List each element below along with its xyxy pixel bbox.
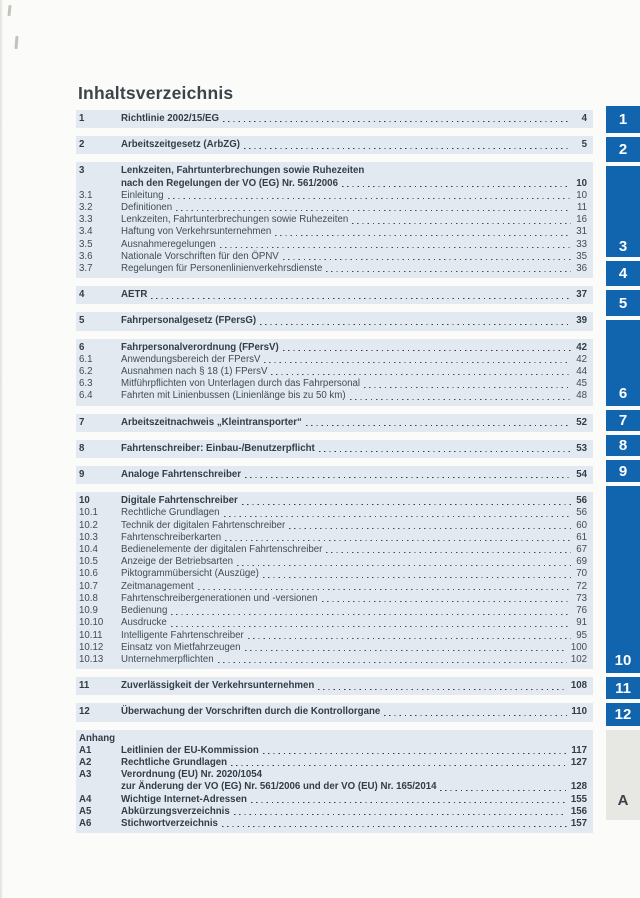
toc-row-number: 7 <box>79 416 85 428</box>
toc-row-page: 56 <box>576 495 587 507</box>
toc-row-title: Leitlinien der EU-Kommission <box>121 744 259 756</box>
toc-row-number: Anhang <box>79 732 116 744</box>
toc-row-page: 76 <box>576 605 587 617</box>
toc-row-title: Digitale Fahrtenschreiber <box>121 495 238 507</box>
toc-row-page: 102 <box>570 653 587 665</box>
toc-row-number: 10.11 <box>79 629 103 641</box>
dot-leader <box>168 190 571 202</box>
toc-row-title: Zuverlässigkeit der Verkehrsunternehmen <box>121 680 315 692</box>
dot-leader <box>322 593 571 605</box>
toc-section <box>76 414 593 432</box>
toc-row-number: 3.5 <box>79 238 93 250</box>
chapter-tab-label: 5 <box>618 294 628 312</box>
toc-row-number: A5 <box>79 805 92 817</box>
dot-leader <box>242 495 571 507</box>
toc-row <box>79 806 587 818</box>
toc-row-number: 10.8 <box>79 592 98 604</box>
toc-row-number: A4 <box>79 793 92 805</box>
toc-row-number: 3.3 <box>79 214 93 226</box>
toc-row-title: Analoge Fahrtenschreiber <box>121 469 242 481</box>
toc-section <box>76 677 593 695</box>
toc-row-number: 10.10 <box>79 617 104 629</box>
toc-row-title: Arbeitszeitgesetz (ArbZG) <box>121 139 240 151</box>
toc-row-page: 36 <box>576 263 587 275</box>
dot-leader <box>171 605 571 617</box>
toc-row-page: 54 <box>576 469 587 481</box>
toc-row-page: 56 <box>576 507 587 519</box>
toc-row-page: 69 <box>576 556 587 568</box>
dot-leader <box>263 745 568 757</box>
toc-row-number: 4 <box>79 289 85 301</box>
toc-row-page: 31 <box>576 226 587 238</box>
toc-row-title: Verordnung (EU) Nr. 2020/1054 <box>121 769 263 781</box>
toc-row <box>79 378 587 390</box>
toc-row-number: 6.1 <box>79 353 93 365</box>
dot-leader <box>264 354 571 366</box>
toc-row-title: Lenkzeiten, Fahrtunterbrechungen sowie Ruhezeiten <box>121 165 365 177</box>
toc-row <box>79 642 587 654</box>
chapter-tab-label: 4 <box>618 265 628 282</box>
toc-row <box>79 520 587 532</box>
toc-row-number: 3.1 <box>79 189 93 201</box>
dot-leader <box>319 443 571 455</box>
toc-row-title: Regelungen für Personenlinienverkehrsdienste <box>121 263 323 275</box>
toc-row-number: 6.2 <box>79 366 93 378</box>
toc-row-number: 10.6 <box>79 568 98 580</box>
toc-section <box>76 339 593 406</box>
toc-row-title: Überwachung der Vorschriften durch die Kontrollorgane <box>121 706 381 718</box>
toc-row <box>79 178 587 190</box>
toc-row-page: 70 <box>576 568 587 580</box>
dot-leader <box>248 630 571 642</box>
toc-section <box>76 703 593 721</box>
toc-row-page: 33 <box>576 238 587 250</box>
toc-row-number: 11 <box>79 680 90 692</box>
toc-row-number: 10 <box>79 495 90 507</box>
scan-artifact-mark <box>15 36 19 49</box>
toc-row-title: Fahrtenschreiberkarten <box>121 531 222 543</box>
toc-row <box>79 532 587 544</box>
toc-row-number: 10.12 <box>79 641 104 653</box>
toc-row-number: 6 <box>79 341 85 353</box>
toc-row-title: Anwendungsbereich der FPersV <box>121 353 261 365</box>
toc-row <box>79 202 587 214</box>
toc-row <box>79 469 587 481</box>
toc-row-number: 3.6 <box>79 250 93 262</box>
toc-row-number: 12 <box>79 706 90 718</box>
toc-row <box>79 113 587 125</box>
toc-row <box>79 605 587 617</box>
toc-section <box>76 286 593 304</box>
toc-row-title: zur Änderung der VO (EG) Nr. 561/2006 und der VO (EU) Nr. 165/2014 <box>121 781 437 793</box>
chapter-tab-4 <box>606 261 640 286</box>
toc-row-page: 10 <box>576 189 587 201</box>
toc-row-number: A2 <box>79 756 92 768</box>
toc-row-title: Einleitung <box>121 189 164 201</box>
toc-row-page: 44 <box>576 366 587 378</box>
toc-section <box>76 312 593 330</box>
toc-row-page: 117 <box>571 744 587 756</box>
toc-row <box>79 781 587 793</box>
toc-row-page: 35 <box>576 250 587 262</box>
table-of-contents <box>76 110 593 841</box>
toc-row-title: Rechtliche Grundlagen <box>121 756 228 768</box>
toc-row-number: 9 <box>79 469 85 481</box>
dot-leader <box>440 781 566 793</box>
toc-row <box>79 818 587 830</box>
chapter-tab-label: 8 <box>618 437 628 454</box>
toc-row-page: 37 <box>576 289 587 301</box>
toc-row-page: 95 <box>576 629 587 641</box>
toc-row <box>79 354 587 366</box>
toc-row-page: 100 <box>570 641 587 653</box>
toc-row <box>79 226 587 238</box>
toc-row <box>79 139 587 151</box>
toc-row <box>79 581 587 593</box>
dot-leader <box>198 581 571 593</box>
toc-section <box>76 730 593 834</box>
chapter-tab-8 <box>606 435 640 456</box>
toc-row-title: AETR <box>121 289 148 301</box>
toc-row <box>79 630 587 642</box>
toc-row-title: Ausnahmen nach § 18 (1) FPersV <box>121 366 268 378</box>
toc-row-number: 10.13 <box>79 653 104 665</box>
dot-leader <box>318 680 567 692</box>
chapter-tab-2 <box>606 137 640 162</box>
chapter-tab-label: 9 <box>618 462 628 480</box>
dot-leader <box>244 139 571 151</box>
toc-row-page: 39 <box>576 315 587 327</box>
toc-row <box>79 190 587 202</box>
toc-row-title: Zeitmanagement <box>121 580 194 592</box>
chapter-tab-12 <box>606 703 640 726</box>
chapter-tab-label: 7 <box>618 412 628 429</box>
dot-leader <box>342 178 571 190</box>
chapter-tab-label: 6 <box>618 385 628 402</box>
dot-leader <box>352 214 571 226</box>
toc-row-number: 10.5 <box>79 556 98 568</box>
toc-section <box>76 162 593 278</box>
toc-row <box>79 617 587 629</box>
toc-row-page: 4 <box>581 113 587 124</box>
dot-leader <box>220 239 571 251</box>
toc-row-number: A1 <box>79 744 92 756</box>
toc-row-number: 1 <box>79 113 85 124</box>
dot-leader <box>176 202 571 214</box>
dot-leader <box>237 556 571 568</box>
toc-row-page: 91 <box>576 617 587 629</box>
toc-row <box>79 507 587 519</box>
toc-row-title: Rechtliche Grundlagen <box>121 507 220 519</box>
toc-row-title: Wichtige Internet-Adressen <box>121 793 247 805</box>
toc-row-page: 157 <box>570 817 587 829</box>
dot-leader <box>222 818 567 830</box>
toc-row-title: Stichwortverzeichnis <box>121 817 218 829</box>
dot-leader <box>326 544 571 556</box>
chapter-tab-label: 2 <box>618 141 628 158</box>
toc-row-page: 110 <box>571 706 587 718</box>
chapter-tab-label: A <box>617 792 629 809</box>
toc-row-number: 10.9 <box>79 605 98 617</box>
toc-section <box>76 110 593 128</box>
toc-row <box>79 417 587 429</box>
chapter-tab-11 <box>606 677 640 699</box>
toc-row-page: 48 <box>576 390 587 402</box>
chapter-tab-3 <box>606 166 640 257</box>
toc-row-page: 61 <box>576 531 587 543</box>
chapter-tab-strip <box>606 0 640 898</box>
toc-row-page: 67 <box>576 544 587 556</box>
toc-row-page: 127 <box>570 756 587 768</box>
dot-leader <box>224 507 571 519</box>
dot-leader <box>125 733 571 745</box>
toc-row <box>79 443 587 455</box>
toc-row-title: Fahrtenschreibergenerationen und -versionen <box>121 592 318 604</box>
chapter-tab-6 <box>606 320 640 406</box>
toc-row-page: 11 <box>576 202 587 214</box>
toc-row-number: 3.2 <box>79 202 93 214</box>
toc-row-title: nach den Regelungen der VO (EG) Nr. 561/2006 <box>121 177 338 189</box>
dot-leader <box>271 366 571 378</box>
toc-row <box>79 769 587 781</box>
toc-row-number: A6 <box>79 817 92 829</box>
chapter-tab-1 <box>606 106 640 133</box>
toc-row-number: 10.2 <box>79 519 98 531</box>
toc-row-title: Unternehmerpflichten <box>121 653 214 665</box>
toc-row <box>79 556 587 568</box>
scan-artifact-mark <box>7 5 11 16</box>
toc-row-title: Mitführpflichten von Unterlagen durch das Fahrpersonal <box>121 378 361 390</box>
chapter-tab-label: 3 <box>618 238 628 255</box>
toc-row-page: 42 <box>576 353 587 365</box>
chapter-tab-9 <box>606 460 640 482</box>
chapter-tab-a <box>606 730 640 820</box>
toc-row <box>79 706 587 718</box>
toc-row <box>79 366 587 378</box>
dot-leader <box>223 113 571 125</box>
toc-row-title: Ausdrucke <box>121 617 167 629</box>
dot-leader <box>283 342 571 354</box>
toc-row-title: Nationale Vorschriften für den ÖPNV <box>121 250 279 262</box>
toc-row <box>79 745 587 757</box>
toc-row-title: Definitionen <box>121 202 173 214</box>
toc-row-number: 6.4 <box>79 390 93 402</box>
toc-row-title: Abkürzungsverzeichnis <box>121 805 230 817</box>
dot-leader <box>283 251 571 263</box>
toc-row-page: 128 <box>570 781 587 793</box>
toc-row-page: 155 <box>570 793 587 805</box>
dot-leader <box>231 757 567 769</box>
dot-leader <box>384 706 567 718</box>
dot-leader <box>263 568 571 580</box>
toc-row-title: Lenkzeiten, Fahrtunterbrechungen sowie Ruhezeiten <box>121 214 349 226</box>
toc-row <box>79 165 587 177</box>
toc-row-title: Anzeige der Betriebsarten <box>121 556 234 568</box>
dot-leader <box>245 642 567 654</box>
scan-edge-shadow <box>0 0 3 898</box>
chapter-tab-label: 12 <box>614 706 632 723</box>
toc-row-page: 108 <box>570 680 587 692</box>
toc-row-title: Fahrten mit Linienbussen (Linienlänge bis zu 50 km) <box>121 390 346 402</box>
dot-leader <box>289 520 571 532</box>
toc-row <box>79 289 587 301</box>
toc-row <box>79 568 587 580</box>
chapter-tab-10 <box>606 486 640 673</box>
toc-row <box>79 495 587 507</box>
page-title: Inhaltsverzeichnis <box>78 83 234 103</box>
toc-row-page: 73 <box>576 592 587 604</box>
toc-row-title: Ausnahmeregelungen <box>121 238 216 250</box>
toc-row-title: Arbeitszeitnachweis „Kleintransporter“ <box>121 416 302 428</box>
toc-row <box>79 251 587 263</box>
dot-leader <box>151 289 571 301</box>
toc-row-title: Einsatz von Mietfahrzeugen <box>121 641 241 653</box>
toc-row-number: 10.1 <box>79 507 98 519</box>
dot-leader <box>171 617 571 629</box>
toc-row <box>79 263 587 275</box>
toc-row-number: 10.3 <box>79 531 98 543</box>
toc-row-page: 60 <box>576 519 587 531</box>
toc-row-number: 3.7 <box>79 263 93 275</box>
dot-leader <box>245 469 571 481</box>
toc-section <box>76 466 593 484</box>
toc-row-number: 8 <box>79 442 85 454</box>
toc-row-page: 53 <box>576 442 587 454</box>
toc-section <box>76 492 593 669</box>
dot-leader <box>218 654 567 666</box>
toc-row-number: A3 <box>79 769 92 781</box>
chapter-tab-label: 1 <box>618 111 628 128</box>
toc-row-title: Fahrpersonalverordnung (FPersV) <box>121 341 279 353</box>
toc-row <box>79 214 587 226</box>
toc-row-number: 2 <box>79 139 85 151</box>
toc-row <box>79 757 587 769</box>
toc-row <box>79 544 587 556</box>
toc-row-title: Bedienung <box>121 605 168 617</box>
toc-row-page: 5 <box>581 139 587 151</box>
toc-row-page: 10 <box>576 177 587 189</box>
toc-row <box>79 794 587 806</box>
toc-row-title: Fahrtenschreiber: Einbau-/Benutzerpflicht <box>121 442 315 454</box>
toc-row-title: Piktogrammübersicht (Auszüge) <box>121 568 259 580</box>
dot-leader <box>350 390 571 402</box>
dot-leader <box>251 794 567 806</box>
dot-leader <box>225 532 571 544</box>
toc-row <box>79 593 587 605</box>
toc-row-page: 72 <box>576 580 587 592</box>
toc-section <box>76 440 593 458</box>
toc-row-number: 3 <box>79 165 85 177</box>
dot-leader <box>364 378 571 390</box>
dot-leader <box>368 165 571 177</box>
toc-row-number: 10.7 <box>79 580 98 592</box>
toc-row-title: Technik der digitalen Fahrtenschreiber <box>121 519 286 531</box>
toc-row-page: 42 <box>576 341 587 353</box>
toc-row-number: 6.3 <box>79 378 93 390</box>
chapter-tab-7 <box>606 410 640 431</box>
toc-section <box>76 136 593 154</box>
chapter-tab-label: 10 <box>614 652 632 669</box>
toc-row <box>79 239 587 251</box>
toc-row-number: 5 <box>79 315 85 327</box>
toc-row-title: Richtlinie 2002/15/EG <box>121 113 219 124</box>
toc-row-number: 3.4 <box>79 226 93 238</box>
toc-row <box>79 315 587 327</box>
toc-row-page: 45 <box>576 378 587 390</box>
dot-leader <box>275 226 571 238</box>
toc-row-title: Haftung von Verkehrsunternehmen <box>121 226 272 238</box>
toc-row <box>79 390 587 402</box>
toc-row-page: 156 <box>570 805 587 817</box>
toc-row-title: Intelligente Fahrtenschreiber <box>121 629 244 641</box>
chapter-tab-label: 11 <box>615 679 631 697</box>
toc-row-page: 16 <box>576 214 587 226</box>
toc-row <box>79 680 587 692</box>
dot-leader <box>266 769 571 781</box>
toc-row-number: 10.4 <box>79 544 98 556</box>
toc-row-page: 52 <box>576 416 587 428</box>
dot-leader <box>234 806 567 818</box>
dot-leader <box>260 315 571 327</box>
toc-row-title: Fahrpersonalgesetz (FPersG) <box>121 315 257 327</box>
toc-row <box>79 342 587 354</box>
chapter-tab-5 <box>606 290 640 316</box>
toc-row <box>79 733 587 745</box>
toc-row <box>79 654 587 666</box>
dot-leader <box>326 263 571 275</box>
dot-leader <box>306 417 571 429</box>
toc-row-title: Bedienelemente der digitalen Fahrtenschreiber <box>121 544 323 556</box>
